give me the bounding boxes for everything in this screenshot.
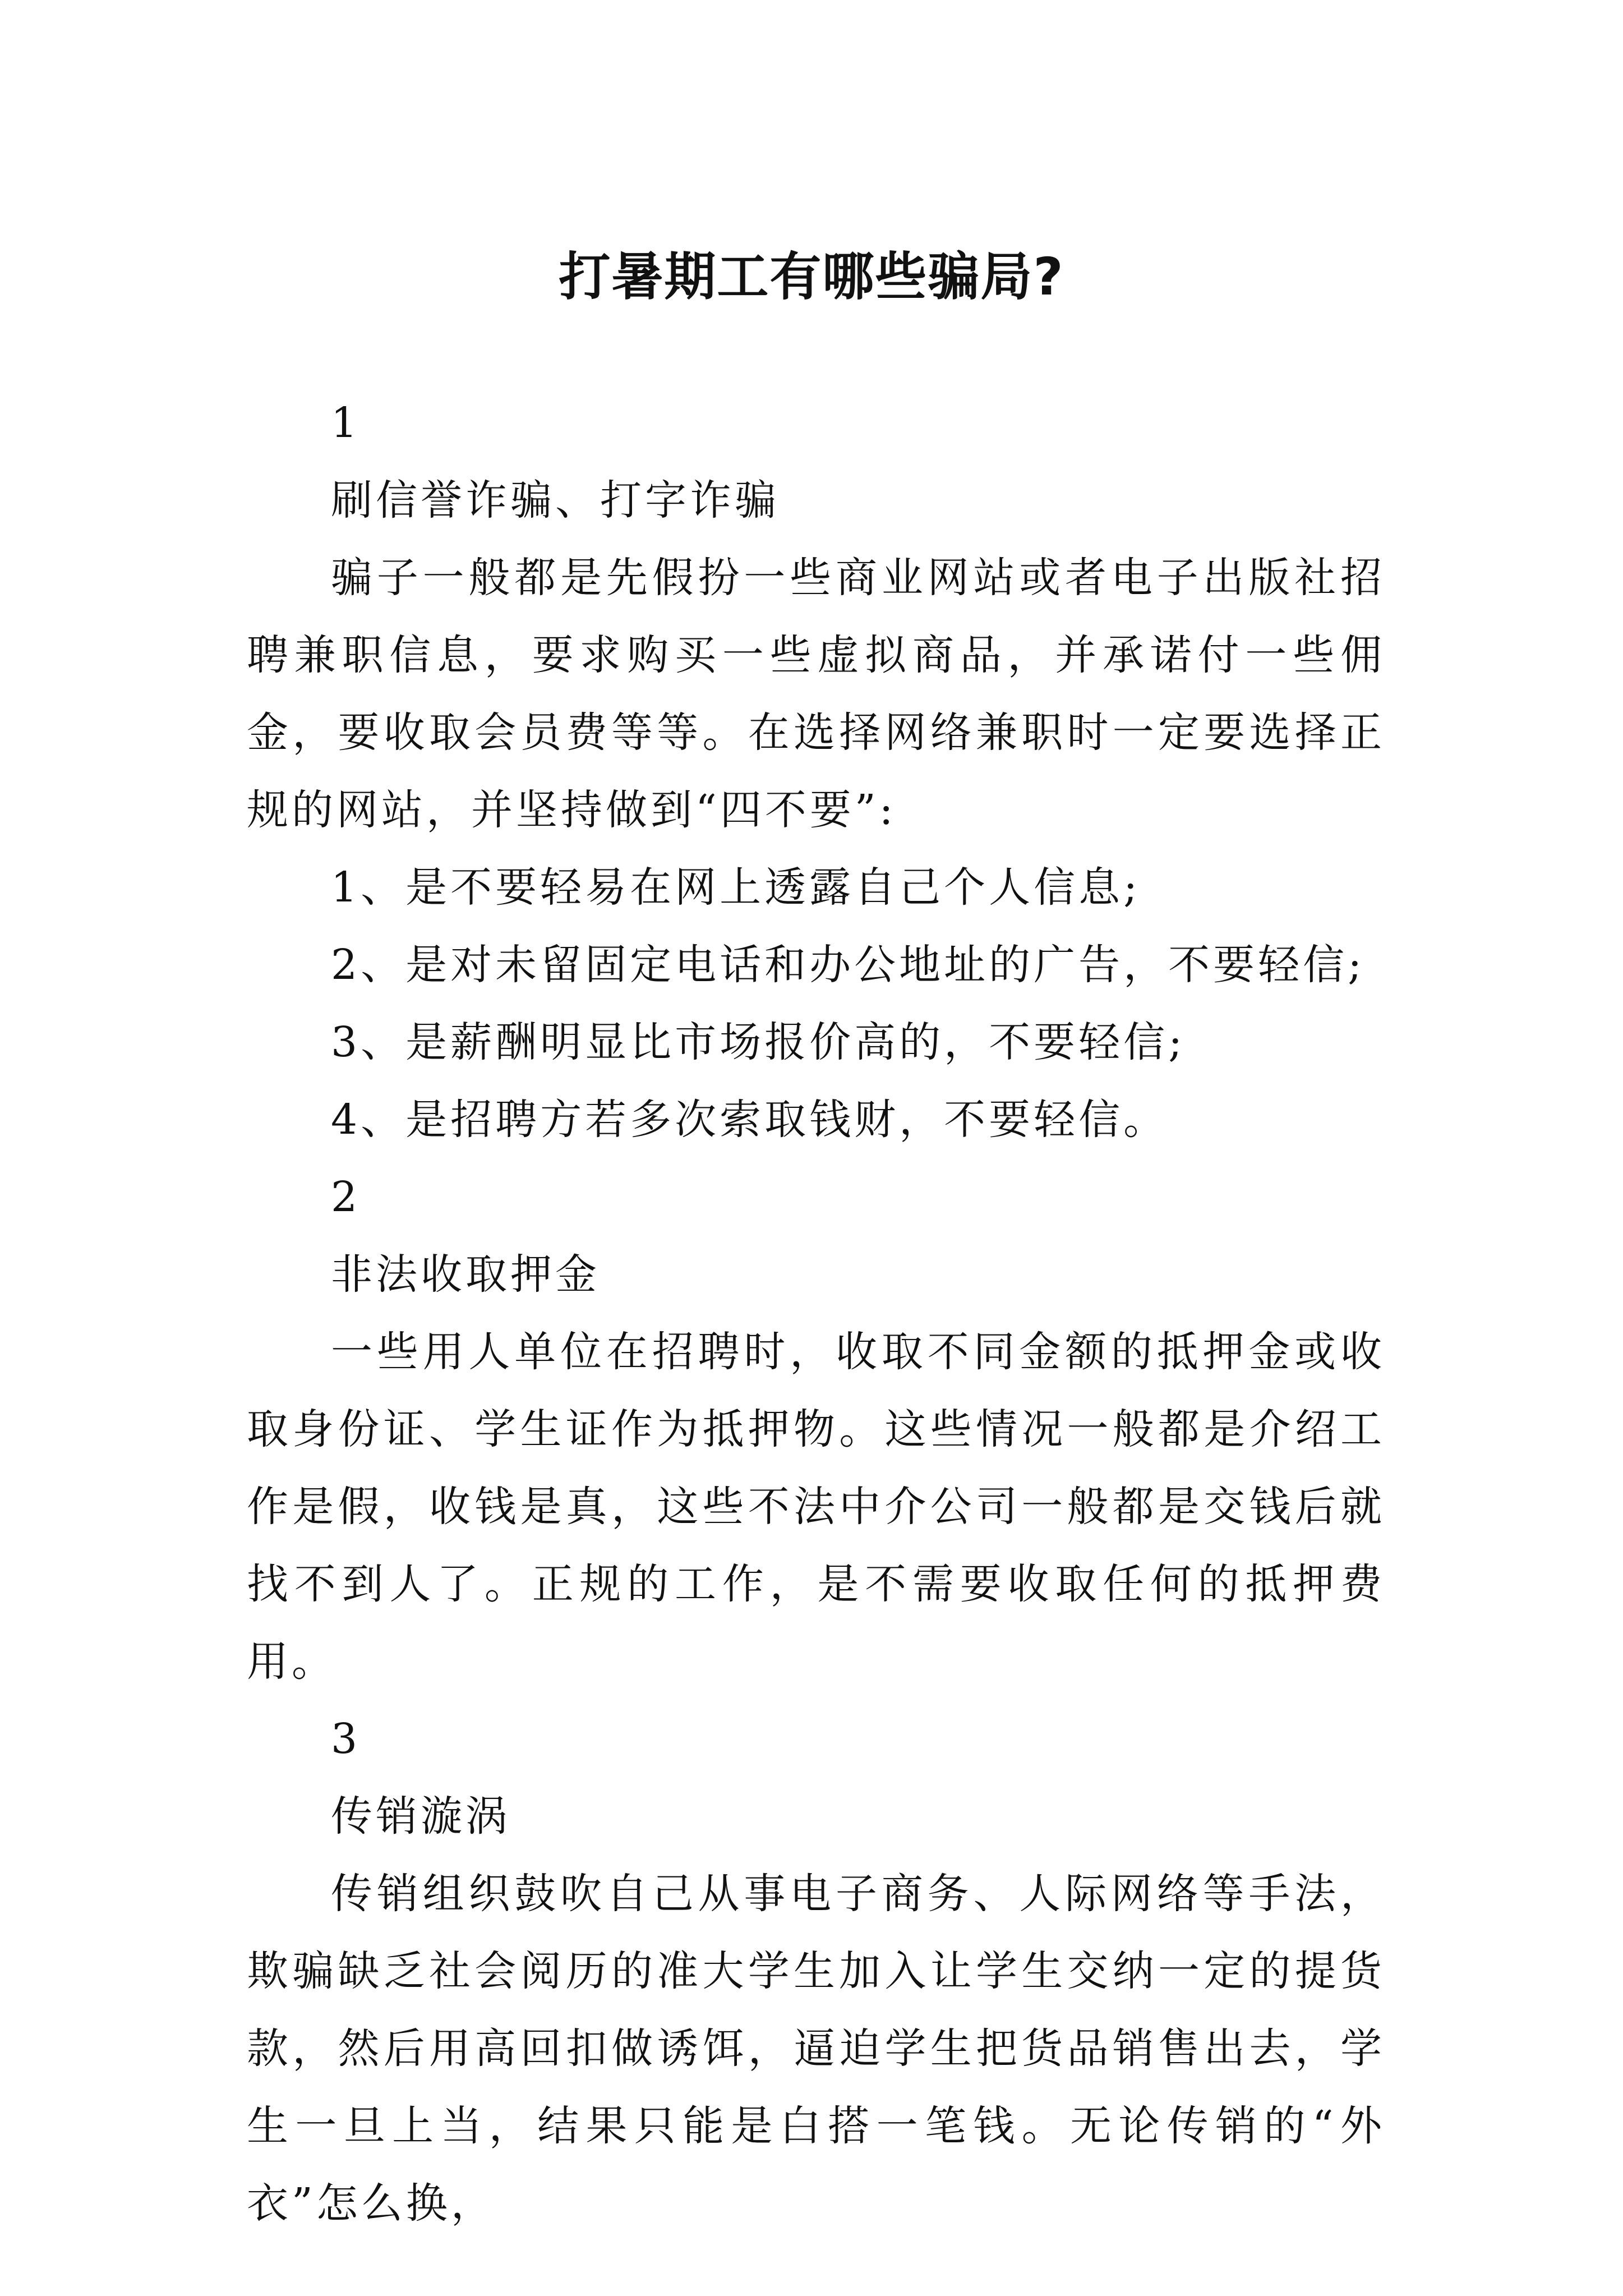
list-item: 1、是不要轻易在网上透露自己个人信息;: [331, 863, 1141, 912]
section-paragraph: 传销组织鼓吹自己从事电子商务、人际网络等手法，欺骗缺乏社会阅历的准大学生加入让学生交纳一定的提货款，然后用高回扣做诱饵，逼迫学生把货品销售出去，学生一旦上当，结果只能是白搭一笔钱。无论传销的“外衣”怎么换，: [247, 1870, 1385, 2228]
section-heading: 非法收取押金: [331, 1250, 600, 1299]
list-item: 3、是薪酬明显比市场报价高的，不要轻信;: [331, 1018, 1186, 1066]
document-body: [247, 384, 1385, 2242]
section-number: 1: [331, 399, 361, 447]
section-number: 2: [331, 1173, 361, 1221]
section-heading: 刷信誉诈骗、打字诈骗: [331, 476, 780, 524]
list-item: 2、是对未留固定电话和办公地址的广告，不要轻信;: [331, 941, 1366, 989]
section-paragraph: 一些用人单位在招聘时，收取不同金额的抵押金或收取身份证、学生证作为抵押物。这些情况一般都是介绍工作是假，收钱是真，这些不法中介公司一般都是交钱后就找不到人了。正规的工作，是不需要收取任何的抵押费用。: [247, 1328, 1385, 1686]
section-heading: 传销漩涡: [331, 1792, 510, 1841]
section-number: 3: [331, 1715, 361, 1763]
list-item: 4、是招聘方若多次索取钱财，不要轻信。: [331, 1096, 1169, 1144]
document-title: 打暑期工有哪些骗局?: [559, 246, 1064, 307]
section-paragraph: 骗子一般都是先假扮一些商业网站或者电子出版社招聘兼职信息，要求购买一些虚拟商品，并承诺付一些佣金，要收取会员费等等。在选择网络兼职时一定要选择正规的网站，并坚持做到“四不要”:: [247, 554, 1385, 834]
